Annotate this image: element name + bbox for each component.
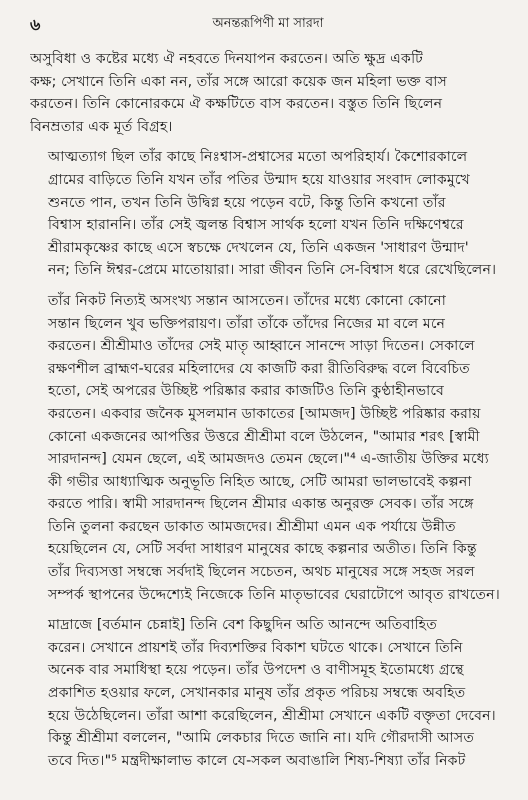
text-line: তবে দিত।"⁵ মন্ত্রদীক্ষালাভ কালে যে-সকল অবাঙালি শিষ্য-শিষ্যা তাঁর নিকট bbox=[48, 752, 466, 769]
text-line: তিনি তুলনা করছেন ডাকাত আমজদের। শ্রীশ্রীমা এমন এক পর্যায়ে উন্নীত bbox=[48, 518, 456, 535]
text-line: করতেন। শ্রীশ্রীমাও তাঁদের সেই মাতৃ আহ্বানে সানন্দে সাড়া দিতেন। সেকালে bbox=[48, 338, 475, 355]
text-line: বিশ্বাস হারাননি। তাঁর সেই জ্বলন্ত বিশ্বাস সার্থক হলো যখন তিনি দক্ষিণেশ্বরে bbox=[48, 217, 464, 234]
text-line: নন; তিনি ঈশ্বর-প্রেমে মাতোয়ারা। সারা জীবন তিনি সে-বিশ্বাস ধরে রেখেছিলেন। bbox=[48, 262, 497, 279]
text-line: সম্পর্ক স্থাপনের উদ্দেশ্যেই নিজেকে তিনি মাতৃভাবের ঘেরাটোপে আবৃত রাখতেন। bbox=[48, 586, 500, 603]
paragraph bbox=[30, 614, 506, 772]
text-line: করতে পারি। স্বামী সারদানন্দ ছিলেন শ্রীমার একান্ত অনুরক্ত সেবক। তাঁর সঙ্গে bbox=[48, 496, 474, 513]
text-line: গ্রামের বাড়িতে তিনি যখন তাঁর পতির উন্মাদ হয়ে যাওয়ার সংবাদ লোকমুখে bbox=[48, 171, 470, 188]
body-text bbox=[30, 48, 506, 772]
text-line: কোনো একজনের আপত্তির উত্তরে শ্রীশ্রীমা বলে উঠলেন, "আমার শরৎ [স্বামী bbox=[48, 428, 480, 445]
running-title: অনন্তরূপিণী মা সারদা bbox=[212, 16, 324, 31]
text-line: করেন। সেখানে প্রায়শই তাঁর দিব্যশক্তির বিকাশ ঘটতে থাকে। সেখানে তিনি bbox=[48, 639, 463, 656]
text-line: তাঁর নিকট নিত্যই অসংখ্য সন্তান আসতেন। তাঁদের মধ্যে কোনো কোনো bbox=[48, 292, 446, 309]
text-line: তাঁর দিব্যসত্তা সম্বন্ধে সর্বদাই ছিলেন সচেতন, অথচ মানুষের সঙ্গে সহজ সরল bbox=[48, 564, 475, 581]
text-line: মাদ্রাজে [বর্তমান চেন্নাই] তিনি বেশ কিছুদিন অতি আনন্দে অতিবাহিত bbox=[48, 617, 437, 634]
text-line: প্রকাশিত হওয়ার ফলে, সেখানকার মানুষ তাঁর প্রকৃত পরিচয় সম্বন্ধে অবহিত bbox=[48, 685, 466, 702]
page-header bbox=[30, 8, 506, 48]
paragraph bbox=[30, 290, 506, 606]
text-line: হয়ে উঠেছিলেন। তাঁরা আশা করেছিলেন, শ্রীশ্রীমা সেখানে একটি বক্তৃতা দেবেন। bbox=[48, 707, 496, 724]
text-line: সন্তান ছিলেন খুব ভক্তিপরায়ণ। তাঁরা তাঁকে তাঁদের নিজের মা বলে মনে bbox=[48, 315, 446, 332]
text-line: অনেক বার সমাধিস্থা হয়ে পড়েন। তাঁর উপদেশ ও বাণীসমূহ ইতোমধ্যে গ্রন্থে bbox=[48, 662, 464, 679]
text-line: হতো, সেই অপরের উচ্ছিষ্ট পরিষ্কার করার কাজটিও তিনি কুণ্ঠাহীনভাবে bbox=[48, 383, 445, 400]
text-line: রক্ষণশীল ব্রাহ্মণ-ঘরের মহিলাদের যে কাজটি করা রীতিবিরুদ্ধ বলে বিবেচিত bbox=[48, 360, 470, 377]
text-line: শ্রীরামকৃষ্ণের কাছে এসে স্বচক্ষে দেখলেন যে, তিনি একজন 'সাধারণ উন্মাদ' bbox=[48, 239, 469, 256]
paragraph bbox=[30, 146, 506, 282]
text-line: কক্ষ; সেখানে তিনি একা নন, তাঁর সঙ্গে আরো কয়েক জন মহিলা ভক্ত বাস bbox=[30, 73, 447, 90]
text-line: কী গভীর আধ্যাত্মিক অনুভূতি নিহিত আছে, সেটি আমরা ভালভাবেই কল্পনা bbox=[48, 473, 472, 490]
text-line: হয়েছিলেন যে, সেটি সর্বদা সাধারণ মানুষের কাছে কল্পনার অতীত। তিনি কিন্তু bbox=[48, 541, 477, 558]
text-line: শুনতে পান, তখন তিনি উদ্বিগ্ন হয়ে পড়েন বটে, কিন্তু তিনি কখনো তাঁর bbox=[48, 194, 446, 211]
text-line: করতেন। একবার জনৈক মুসলমান ডাকাতের [আমজদ] উচ্ছিষ্ট পরিষ্কার করায় bbox=[48, 405, 481, 422]
paragraph bbox=[30, 48, 506, 138]
text-line: কিন্তু শ্রীশ্রীমা বললেন, "আমি লেকচার দিতে জানি না। যদি গৌরদাসী আসত bbox=[48, 730, 475, 747]
text-line: আত্মত্যাগ ছিল তাঁর কাছে নিঃশ্বাস-প্রশ্বাসের মতো অপরিহার্য। কৈশোরকালে bbox=[48, 149, 468, 166]
text-line: অসুবিধা ও কষ্টের মধ্যে ঐ নহবতে দিনযাপন করতেন। অতি ক্ষুদ্র একটি bbox=[30, 51, 423, 67]
page-number: ৬ bbox=[30, 15, 41, 34]
text-line: করতেন। তিনি কোনোরকমে ঐ কক্ষটিতে বাস করতেন। বস্তুত তিনি ছিলেন bbox=[30, 96, 443, 113]
text-line: সারদানন্দ] যেমন ছেলে, এই আমজদও তেমন ছেলে।"⁴ এ-জাতীয় উক্তির মধ্যে bbox=[48, 451, 489, 468]
text-line: বিনম্রতার এক মূর্ত বিগ্রহ। bbox=[30, 118, 173, 135]
